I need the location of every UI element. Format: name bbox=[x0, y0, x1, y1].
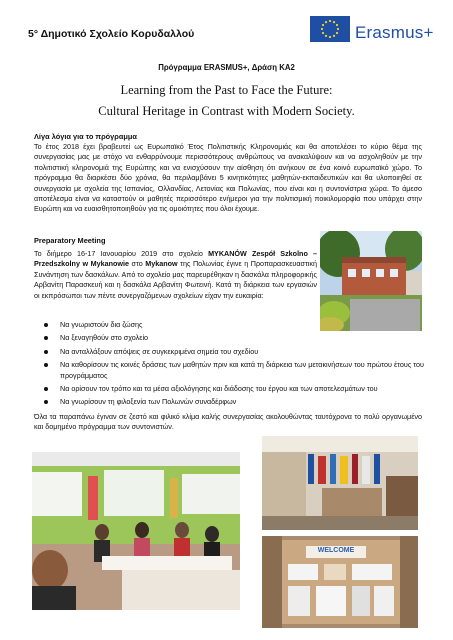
meeting-closing: Όλα τα παραπάνω έγιναν σε ζεστό και φιλικό κλίμα καλής συνεργασίας ακολουθώντας ταυτόχρονα το πολύ οργανωμένο και δομημένο πρόγραμμα των συντονιστών. bbox=[34, 412, 422, 432]
meeting-goals-list bbox=[34, 320, 424, 411]
bullet-icon bbox=[44, 400, 48, 404]
erasmus-logo-text: Erasmus+ bbox=[355, 23, 434, 42]
program-subtitle: Πρόγραμμα ERASMUS+, Δράση ΚΑ2 bbox=[158, 63, 295, 72]
meeting-room-photo bbox=[32, 452, 240, 610]
meeting-intro-b: στο bbox=[128, 259, 146, 269]
list-item: Να ξεναγηθούν στο σχολείο bbox=[34, 333, 424, 343]
meeting-school-name: MYKANÓW Zespół Szkolno – Przedszkolny w Mykanowie bbox=[34, 249, 318, 269]
bullet-icon bbox=[44, 387, 48, 391]
meeting-intro bbox=[34, 249, 317, 301]
list-item: Να γνωριστούν δια ζώσης bbox=[34, 320, 424, 330]
welcome-board-photo bbox=[262, 536, 418, 628]
eu-flag-icon bbox=[310, 16, 350, 42]
list-item: Να ανταλλάξουν απόψεις σε συγκεκριμένα σημεία του σχεδίου bbox=[34, 347, 424, 357]
bullet-icon bbox=[44, 350, 48, 354]
meeting-intro-a: Το διήμερο 16-17 Ιανουαρίου 2019 στο σχολείο bbox=[34, 249, 209, 258]
welcome-sign-text: WELCOME bbox=[317, 547, 355, 554]
list-item: Να γνωρίσουν τη φιλοξενία των Πολωνών συναδέρφων bbox=[34, 397, 424, 407]
project-title-line2: Cultural Heritage in Contrast with Modern Society. bbox=[98, 104, 355, 118]
project-title-line1: Learning from the Past to Face the Future: bbox=[120, 83, 333, 97]
about-paragraph: Το έτος 2018 έχει βραβευτεί ως Ευρωπαϊκό Έτος Πολιτιστικής Κληρονομιάς και θα αποτελέσει το κύριο θέμα της συνεργασίας μας με στόχο να ενθαρρύνουμε περισσότερους ανθρώπους να ανακαλύψουν και να ασχοληθούν με την πολιτιστική κληρονομιά της Ευρώπης και να ενισχύσουν την αίσθηση ότι ανήκουν σε ένα κοινό ευρωπαϊκό χώρο. Το πρόγραμμα θα διαρκέσει δύο χρόνια, θα περιλαμβάνει 5 κινητικότητες μαθητών-εκπαιδευτικών και θα υλοποιηθεί σε συνεργασία με σχολεία της Ισπανίας, Ολλανδίας, Λετονίας και Πολωνίας, που είναι και η συντονίστρια χώρα. Το άμεσο αποτέλεσμα είναι να καταστούν οι μαθητές περισσότερο ενήμεροι για την πολιτισμική ποικιλομορφία που υπάρχει στην Ευρώπη και να ευαισθητοποιηθούν για τις ομοιότητες που όλοι έχουμε. bbox=[34, 142, 422, 214]
meeting-town: Mykanow bbox=[145, 259, 178, 269]
bullet-icon bbox=[44, 363, 48, 367]
bullet-icon bbox=[44, 323, 48, 327]
school-building-photo bbox=[320, 231, 422, 331]
bullet-icon bbox=[44, 336, 48, 340]
school-name: 5° Δημοτικό Σχολείο Κορυδαλλού bbox=[28, 28, 195, 40]
meeting-heading: Preparatory Meeting bbox=[34, 236, 106, 245]
hallway-exhibition-photo bbox=[262, 436, 418, 530]
list-item: Να ορίσουν τον τρόπο και τα μέσα αξιολόγησης και διάδοσης του έργου και των αποτελεσμάτων του bbox=[34, 384, 424, 394]
about-heading: Λίγα λόγια για το πρόγραμμα bbox=[34, 132, 137, 141]
list-item: Να καθορίσουν τις κοινές δράσεις των μαθητών πριν και κατά τη διάρκεια των μετακινήσεων του πρώτου έτους του προγράμματος bbox=[34, 360, 424, 381]
meeting-intro-c: της Πολωνίας έγινε η Προπαρασκευαστική Συνάντηση των δασκάλων. Από το σχολείο μας παρευρέθηκαν η δασκάλα πληροφορικής Αρβανίτη Παρασκευή και η δασκάλα Αρβανίτη Φωτεινή. Κατά τη διάρκεια των εργασιών οι εκπρόσωποι των πέντε συνεργαζόμενων σχολείων είχαν την ευκαιρία: bbox=[34, 259, 317, 300]
